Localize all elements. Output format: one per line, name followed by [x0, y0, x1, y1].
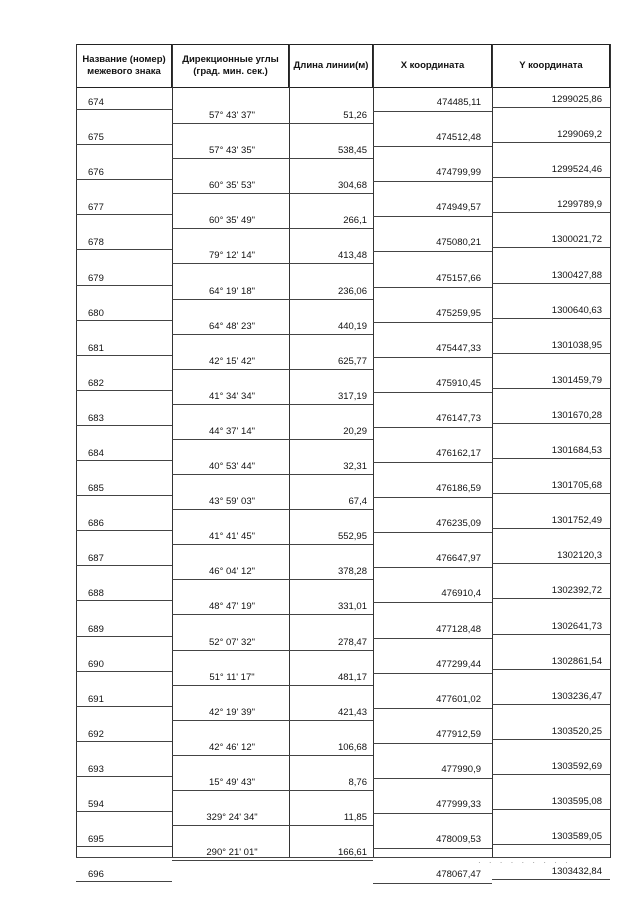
direction-angle: 60° 35' 49" [209, 215, 255, 227]
point-name: 676 [88, 167, 104, 179]
point-name: 678 [88, 237, 104, 249]
row-underline [492, 879, 610, 880]
row-underline [289, 544, 373, 545]
x-coordinate: 477912,59 [436, 728, 481, 740]
column-divider [289, 44, 290, 858]
coordinate-table [76, 44, 610, 881]
row-underline [289, 720, 373, 721]
row-underline [289, 790, 373, 791]
direction-angle: 46° 04' 12" [209, 566, 255, 578]
row-underline [373, 883, 492, 884]
y-coordinate: 1303236,47 [551, 690, 602, 702]
point-name: 695 [88, 834, 104, 846]
y-coordinate: 1299789,9 [557, 199, 602, 211]
direction-angle: 15° 49' 43" [209, 776, 255, 788]
row-underline [289, 439, 373, 440]
direction-angle: 44° 37' 14" [209, 425, 255, 437]
header-y-coordinate: Y координата [492, 44, 610, 88]
direction-angle: 64° 19' 18" [209, 285, 255, 297]
row-underline [492, 107, 610, 108]
line-length: 421,43 [337, 706, 367, 718]
header-direction-angle: Дирекционные углы (град. мин. сек.) [172, 44, 289, 88]
row-underline [76, 214, 172, 215]
direction-angle: 64° 48' 23" [209, 320, 255, 332]
row-underline [373, 181, 492, 182]
row-underline [76, 811, 172, 812]
direction-angle: 290° 21' 01" [206, 847, 258, 859]
line-length: 236,06 [337, 285, 367, 297]
direction-angle: 48° 47' 19" [209, 601, 255, 613]
row-underline [373, 287, 492, 288]
direction-angle: 40° 53' 44" [209, 461, 255, 472]
row-underline [289, 614, 373, 615]
point-name: 682 [88, 377, 104, 389]
y-coordinate: 1303589,05 [551, 831, 602, 843]
row-underline [76, 776, 172, 777]
x-coordinate: 477299,44 [436, 658, 481, 670]
row-underline [76, 671, 172, 672]
line-length: 413,48 [337, 250, 367, 262]
row-underline [76, 706, 172, 707]
line-length: 166,61 [337, 847, 367, 859]
y-coordinate: 1302392,72 [551, 585, 602, 597]
row-underline [289, 228, 373, 229]
row-underline [492, 809, 610, 810]
direction-angle: 52° 07' 32" [209, 636, 255, 648]
row-underline [172, 439, 289, 440]
point-name: 691 [88, 693, 104, 705]
y-coordinate: 1300021,72 [551, 234, 602, 246]
row-underline [492, 669, 610, 670]
line-length: 106,68 [337, 741, 367, 753]
x-coordinate: 478009,53 [436, 834, 481, 846]
row-underline [492, 563, 610, 564]
row-underline [76, 320, 172, 321]
line-length: 51,26 [343, 110, 367, 121]
x-coordinate: 477999,33 [436, 799, 481, 810]
direction-angle: 79° 12' 14" [209, 250, 255, 262]
x-coordinate: 475447,33 [436, 342, 481, 354]
y-coordinate: 1299069,2 [557, 129, 602, 141]
row-underline [373, 462, 492, 463]
direction-angle: 51° 11' 17" [209, 671, 255, 683]
row-underline [289, 369, 373, 370]
row-underline [76, 495, 172, 496]
row-underline [373, 216, 492, 217]
x-coordinate: 476647,97 [436, 553, 481, 565]
point-name: 680 [88, 307, 104, 319]
row-underline [492, 598, 610, 599]
row-underline [172, 299, 289, 300]
row-underline [373, 638, 492, 639]
direction-angle: 42° 19' 39" [209, 706, 255, 718]
row-underline [172, 509, 289, 510]
row-underline [172, 193, 289, 194]
x-coordinate: 474949,57 [436, 202, 481, 214]
row-underline [289, 685, 373, 686]
row-underline [373, 146, 492, 147]
row-underline [289, 860, 373, 861]
header-line-length: Длина линии(м) [289, 44, 373, 88]
row-underline [172, 755, 289, 756]
line-length: 32,31 [343, 461, 367, 472]
direction-angle: 60° 35' 53" [209, 180, 255, 192]
line-length: 552,95 [337, 531, 367, 543]
point-name: 679 [88, 272, 104, 284]
line-length: 378,28 [337, 566, 367, 578]
row-underline [76, 530, 172, 531]
row-underline [76, 285, 172, 286]
point-name: 689 [88, 623, 104, 635]
direction-angle: 57° 43' 35" [209, 145, 255, 157]
row-underline [289, 509, 373, 510]
row-underline [76, 846, 172, 847]
row-underline [289, 263, 373, 264]
row-underline [373, 357, 492, 358]
row-underline [373, 532, 492, 533]
row-underline [172, 860, 289, 861]
scan-noise: · · · · · · · · · [478, 858, 571, 867]
row-underline [172, 650, 289, 651]
row-underline [76, 144, 172, 145]
x-coordinate: 474799,99 [436, 167, 481, 179]
y-coordinate: 1303595,08 [551, 796, 602, 807]
point-name: 690 [88, 658, 104, 670]
y-coordinate: 1299025,86 [551, 94, 602, 105]
y-coordinate: 1300640,63 [551, 304, 602, 316]
direction-angle: 42° 46' 12" [209, 741, 255, 753]
row-underline [76, 355, 172, 356]
point-name: 681 [88, 342, 104, 354]
y-coordinate: 1303432,84 [551, 866, 602, 878]
line-length: 538,45 [337, 145, 367, 157]
x-coordinate: 476162,17 [436, 448, 481, 459]
line-length: 20,29 [343, 425, 367, 437]
column-divider [610, 44, 611, 858]
y-coordinate: 1301705,68 [551, 480, 602, 492]
point-name: 683 [88, 412, 104, 424]
row-underline [373, 848, 492, 849]
x-coordinate: 474485,11 [436, 97, 481, 108]
x-coordinate: 477990,9 [441, 763, 481, 775]
row-underline [492, 844, 610, 845]
row-underline [373, 778, 492, 779]
row-underline [373, 813, 492, 814]
x-coordinate: 477128,48 [436, 623, 481, 635]
row-underline [492, 318, 610, 319]
row-underline [492, 528, 610, 529]
row-underline [76, 460, 172, 461]
point-name: 684 [88, 448, 104, 459]
row-underline [172, 614, 289, 615]
row-underline [373, 251, 492, 252]
point-name: 687 [88, 553, 104, 565]
row-underline [289, 755, 373, 756]
row-underline [492, 388, 610, 389]
row-underline [373, 673, 492, 674]
header-x-coordinate: X координата [373, 44, 492, 88]
row-underline [289, 193, 373, 194]
row-underline [172, 579, 289, 580]
row-underline [492, 353, 610, 354]
y-coordinate: 1303520,25 [551, 725, 602, 737]
row-underline [76, 565, 172, 566]
row-underline [172, 228, 289, 229]
point-name: 693 [88, 763, 104, 775]
column-divider [76, 44, 77, 858]
row-underline [373, 708, 492, 709]
header-point-name: Название (номер) межевого знака [76, 44, 172, 88]
row-underline [76, 109, 172, 110]
x-coordinate: 475080,21 [436, 237, 481, 249]
point-name: 688 [88, 588, 104, 600]
point-name: 674 [88, 97, 104, 108]
row-underline [492, 212, 610, 213]
x-coordinate: 477601,02 [436, 693, 481, 705]
row-underline [172, 404, 289, 405]
x-coordinate: 475910,45 [436, 377, 481, 389]
row-underline [492, 283, 610, 284]
direction-angle: 41° 34' 34" [209, 390, 255, 402]
row-underline [172, 474, 289, 475]
direction-angle: 43° 59' 03" [209, 496, 255, 508]
line-length: 266,1 [343, 215, 367, 227]
x-coordinate: 475157,66 [436, 272, 481, 284]
row-underline [373, 567, 492, 568]
row-underline [76, 179, 172, 180]
point-name: 696 [88, 869, 104, 881]
point-name: 692 [88, 728, 104, 740]
x-coordinate: 476147,73 [436, 412, 481, 424]
row-underline [373, 743, 492, 744]
row-underline [492, 774, 610, 775]
row-underline [492, 247, 610, 248]
y-coordinate: 1299524,46 [551, 164, 602, 176]
row-underline [289, 579, 373, 580]
row-underline [172, 544, 289, 545]
row-underline [289, 334, 373, 335]
point-name: 685 [88, 483, 104, 495]
row-underline [172, 720, 289, 721]
row-underline [373, 111, 492, 112]
line-length: 481,17 [337, 671, 367, 683]
row-underline [76, 249, 172, 250]
direction-angle: 57° 43' 37" [209, 110, 255, 121]
row-underline [289, 123, 373, 124]
row-underline [373, 392, 492, 393]
row-underline [492, 634, 610, 635]
y-coordinate: 1302861,54 [551, 655, 602, 667]
line-length: 8,76 [348, 776, 367, 788]
line-length: 440,19 [337, 320, 367, 332]
row-underline [76, 881, 172, 882]
row-underline [289, 474, 373, 475]
line-length: 278,47 [337, 636, 367, 648]
row-underline [76, 600, 172, 601]
x-coordinate: 478067,47 [436, 869, 481, 881]
x-coordinate: 476910,4 [441, 588, 481, 600]
row-underline [76, 390, 172, 391]
y-coordinate: 1302641,73 [551, 620, 602, 632]
y-coordinate: 1301459,79 [551, 374, 602, 386]
line-length: 331,01 [337, 601, 367, 613]
point-name: 686 [88, 518, 104, 530]
row-underline [76, 425, 172, 426]
row-underline [172, 123, 289, 124]
row-underline [373, 322, 492, 323]
point-name: 677 [88, 202, 104, 214]
y-coordinate: 1301752,49 [551, 515, 602, 527]
row-underline [76, 636, 172, 637]
row-underline [289, 299, 373, 300]
row-underline [172, 263, 289, 264]
row-underline [492, 739, 610, 740]
y-coordinate: 1301684,53 [551, 445, 602, 456]
row-underline [373, 602, 492, 603]
point-name: 675 [88, 132, 104, 144]
x-coordinate: 474512,48 [436, 132, 481, 144]
row-underline [492, 704, 610, 705]
y-coordinate: 1301038,95 [551, 339, 602, 351]
row-underline [289, 825, 373, 826]
y-coordinate: 1303592,69 [551, 760, 602, 772]
point-name: 594 [88, 799, 104, 810]
line-length: 304,68 [337, 180, 367, 192]
row-underline [492, 493, 610, 494]
row-underline [373, 497, 492, 498]
line-length: 67,4 [348, 496, 367, 508]
row-underline [373, 427, 492, 428]
row-underline [289, 650, 373, 651]
row-underline [172, 158, 289, 159]
row-underline [172, 825, 289, 826]
line-length: 317,19 [337, 390, 367, 402]
column-divider [172, 44, 173, 858]
y-coordinate: 1302120,3 [557, 550, 602, 562]
x-coordinate: 476235,09 [436, 518, 481, 530]
y-coordinate: 1300427,88 [551, 269, 602, 281]
row-underline [289, 404, 373, 405]
x-coordinate: 476186,59 [436, 483, 481, 495]
direction-angle: 41° 41' 45" [209, 531, 255, 543]
row-underline [289, 158, 373, 159]
row-underline [492, 458, 610, 459]
row-underline [76, 741, 172, 742]
row-underline [172, 369, 289, 370]
line-length: 11,85 [343, 812, 367, 823]
row-underline [492, 177, 610, 178]
direction-angle: 42° 15' 42" [209, 355, 255, 367]
row-underline [492, 142, 610, 143]
row-underline [172, 334, 289, 335]
y-coordinate: 1301670,28 [551, 409, 602, 421]
row-underline [172, 685, 289, 686]
row-underline [172, 790, 289, 791]
x-coordinate: 475259,95 [436, 307, 481, 319]
line-length: 625,77 [337, 355, 367, 367]
direction-angle: 329° 24' 34" [206, 812, 258, 823]
row-underline [492, 423, 610, 424]
